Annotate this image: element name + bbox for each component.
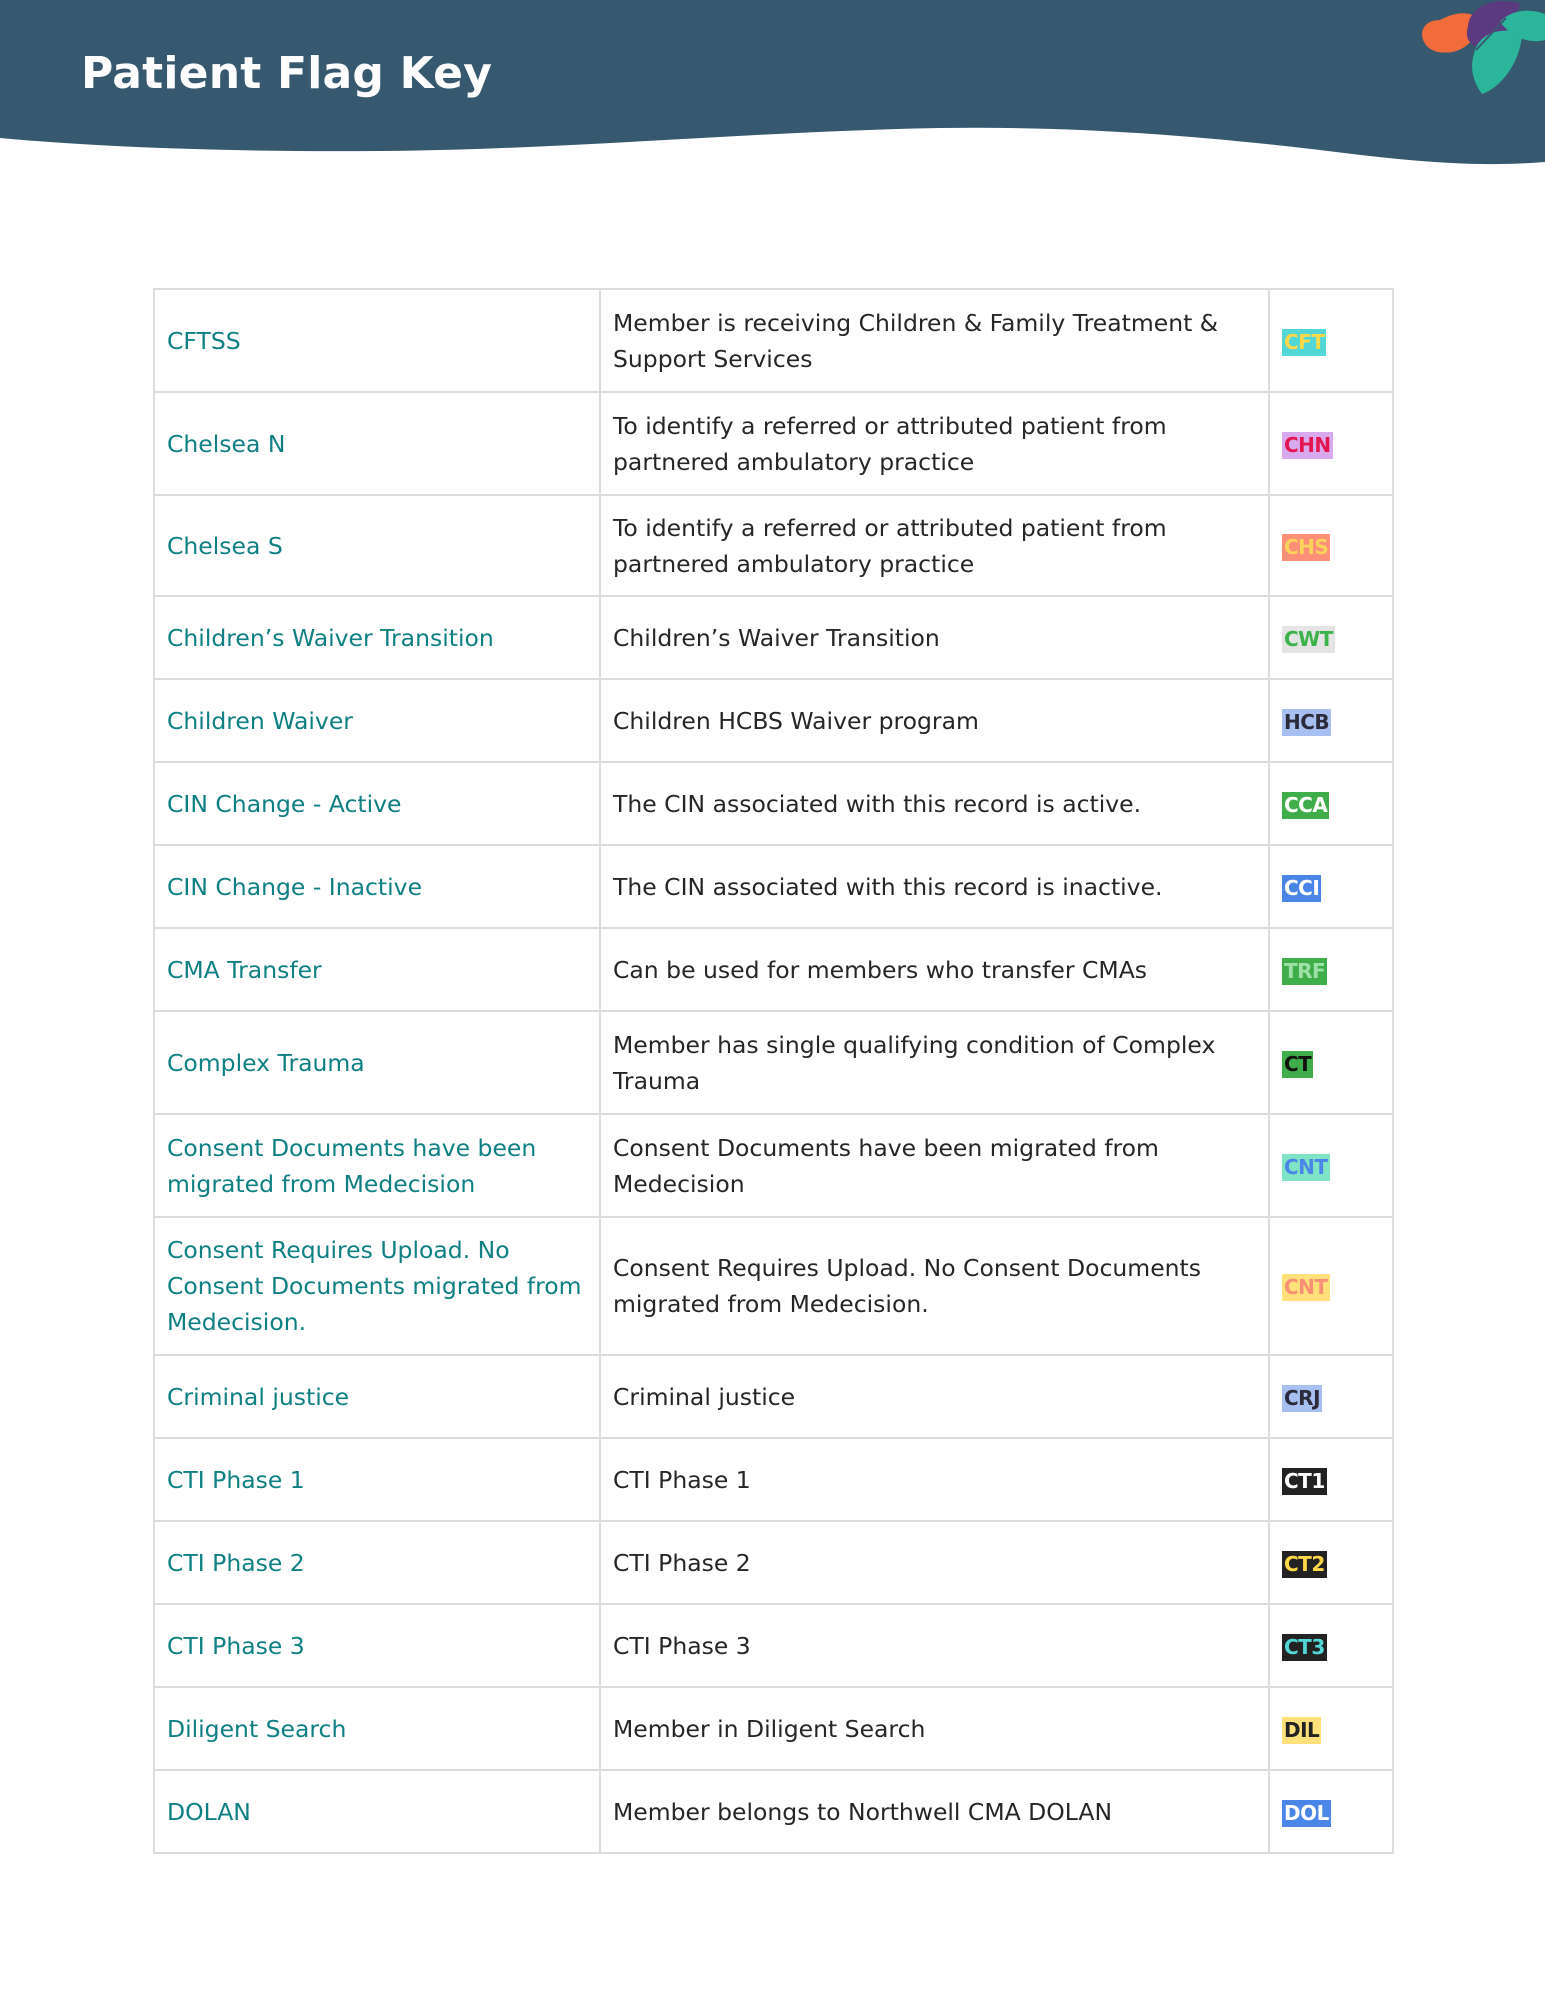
flag-name-cell: Children Waiver [154, 679, 600, 762]
flag-description-cell: Member has single qualifying condition of Complex Trauma [600, 1011, 1269, 1114]
flag-description-cell: The CIN associated with this record is active. [600, 762, 1269, 845]
flag-name-cell: CIN Change - Inactive [154, 845, 600, 928]
flag-rows [154, 289, 1393, 1853]
flag-name-cell: CTI Phase 1 [154, 1438, 600, 1521]
flag-code-badge: CHS [1284, 534, 1329, 559]
table-row [154, 596, 1393, 679]
flag-code-badge: CFT [1284, 329, 1325, 354]
page-header [0, 0, 1545, 170]
flag-code-badge: HCB [1284, 709, 1330, 734]
flag-code-cell [1269, 845, 1393, 928]
table-row [154, 1011, 1393, 1114]
flag-code-badge: CNT [1284, 1275, 1328, 1299]
table-row [154, 1687, 1393, 1770]
table-row [154, 1438, 1393, 1521]
table-row [154, 1355, 1393, 1438]
flag-name-cell: CFTSS [154, 289, 600, 392]
flag-name-cell: Consent Documents have been migrated from Medecision [154, 1114, 600, 1217]
flag-code-badge: DIL [1284, 1717, 1320, 1742]
flag-name-cell: Chelsea S [154, 495, 600, 596]
flag-code-cell [1269, 762, 1393, 845]
flag-code-cell [1269, 495, 1393, 596]
flag-name-cell: DOLAN [154, 1770, 600, 1853]
flag-description-cell: CTI Phase 3 [600, 1604, 1269, 1687]
flag-name-cell: Chelsea N [154, 392, 600, 495]
flag-description-cell: To identify a referred or attributed patient from partnered ambulatory practice [600, 392, 1269, 495]
table-row [154, 495, 1393, 596]
flag-code-badge: TRF [1284, 958, 1326, 983]
flag-code-badge: CT3 [1284, 1634, 1325, 1659]
flag-description-cell: Member is receiving Children & Family Treatment & Support Services [600, 289, 1269, 392]
flag-code-cell [1269, 1604, 1393, 1687]
flag-code-badge: CCI [1284, 875, 1320, 900]
table-row [154, 679, 1393, 762]
flag-code-badge: CRJ [1284, 1385, 1321, 1410]
flag-code-cell [1269, 289, 1393, 392]
flag-code-cell [1269, 679, 1393, 762]
flag-description-cell: Consent Documents have been migrated from Medecision [600, 1114, 1269, 1217]
table-row [154, 1217, 1393, 1355]
flag-description-cell: Criminal justice [600, 1355, 1269, 1438]
flag-code-cell [1269, 1438, 1393, 1521]
flag-description-cell: To identify a referred or attributed patient from partnered ambulatory practice [600, 495, 1269, 596]
table-row [154, 928, 1393, 1011]
page-title: Patient Flag Key [81, 48, 493, 99]
flag-description-cell: Children’s Waiver Transition [600, 596, 1269, 679]
flag-name-cell: Complex Trauma [154, 1011, 600, 1114]
flag-description-cell: Children HCBS Waiver program [600, 679, 1269, 762]
flag-code-badge: DOL [1284, 1800, 1329, 1825]
flag-code-cell [1269, 1521, 1393, 1604]
table-row [154, 1114, 1393, 1217]
flag-name-cell: Children’s Waiver Transition [154, 596, 600, 679]
flag-name-cell: Diligent Search [154, 1687, 600, 1770]
flag-description-cell: CTI Phase 2 [600, 1521, 1269, 1604]
flag-code-cell [1269, 1217, 1393, 1355]
flag-name-cell: CIN Change - Active [154, 762, 600, 845]
flag-key-table [153, 288, 1394, 1854]
flag-code-badge: CT [1284, 1051, 1312, 1076]
table-row [154, 762, 1393, 845]
flag-code-cell [1269, 1687, 1393, 1770]
flag-name-cell: CMA Transfer [154, 928, 600, 1011]
flag-code-badge: CCA [1284, 792, 1328, 817]
flag-description-cell: Consent Requires Upload. No Consent Documents migrated from Medecision. [600, 1217, 1269, 1355]
flag-code-badge: CHN [1284, 432, 1331, 457]
flag-name-cell: CTI Phase 3 [154, 1604, 600, 1687]
flag-name-cell: CTI Phase 2 [154, 1521, 600, 1604]
flag-name-cell: Consent Requires Upload. No Consent Documents migrated from Medecision. [154, 1217, 600, 1355]
flag-code-cell [1269, 928, 1393, 1011]
flag-description-cell: CTI Phase 1 [600, 1438, 1269, 1521]
flag-name-cell: Criminal justice [154, 1355, 600, 1438]
flag-code-badge: CT1 [1284, 1468, 1325, 1493]
flag-code-badge: CT2 [1284, 1551, 1325, 1576]
flag-code-cell [1269, 596, 1393, 679]
flag-description-cell: The CIN associated with this record is inactive. [600, 845, 1269, 928]
flag-code-badge: CNT [1284, 1154, 1328, 1179]
table-row [154, 289, 1393, 392]
flag-description-cell: Member belongs to Northwell CMA DOLAN [600, 1770, 1269, 1853]
table-row [154, 1604, 1393, 1687]
flag-code-badge: CWT [1284, 626, 1333, 651]
flag-code-cell [1269, 1114, 1393, 1217]
flag-code-cell [1269, 1011, 1393, 1114]
table-row [154, 1770, 1393, 1853]
table-row [154, 845, 1393, 928]
flag-code-cell [1269, 1355, 1393, 1438]
flag-code-cell [1269, 392, 1393, 495]
table-row [154, 392, 1393, 495]
flag-description-cell: Member in Diligent Search [600, 1687, 1269, 1770]
table-row [154, 1521, 1393, 1604]
flag-description-cell: Can be used for members who transfer CMAs [600, 928, 1269, 1011]
flag-code-cell [1269, 1770, 1393, 1853]
